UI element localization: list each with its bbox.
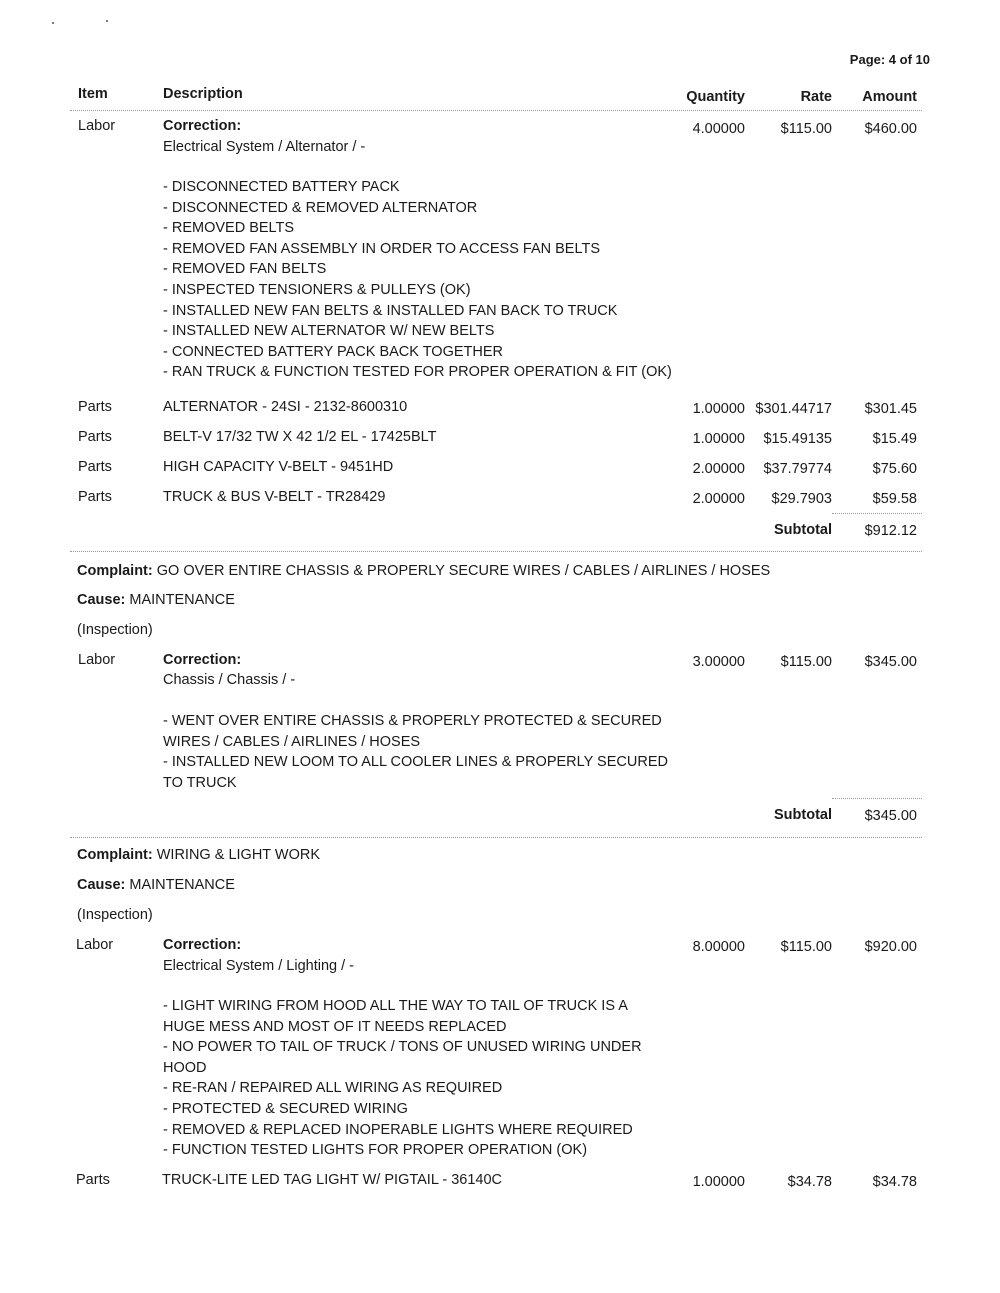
line-quantity: 3.00000 xyxy=(692,654,745,670)
complaint-label: Complaint: xyxy=(77,563,153,579)
correction-note: - INSTALLED NEW LOOM TO ALL COOLER LINES & PROPERLY SECURED xyxy=(163,754,668,771)
correction-system: Electrical System / Lighting / - xyxy=(163,958,354,974)
column-header-quantity: Quantity xyxy=(686,89,745,105)
part-description: BELT-V 17/32 TW X 42 1/2 EL - 17425BLT xyxy=(163,429,437,445)
part-description: TRUCK-LITE LED TAG LIGHT W/ PIGTAIL - 36140C xyxy=(162,1172,503,1188)
correction-note: TO TRUCK xyxy=(163,774,237,791)
part-description: ALTERNATOR - 24SI - 2132-8600310 xyxy=(163,399,408,415)
line-rate: $115.00 xyxy=(780,654,832,670)
subtotal-label: Subtotal xyxy=(774,807,832,823)
line-amount: $34.78 xyxy=(872,1174,917,1190)
correction-note: - REMOVED BELTS xyxy=(163,220,295,237)
correction-label: Correction: xyxy=(163,652,242,668)
line-amount: $301.45 xyxy=(864,401,917,417)
part-description: HIGH CAPACITY V-BELT - 9451HD xyxy=(163,459,394,475)
complaint-text: GO OVER ENTIRE CHASSIS & PROPERLY SECURE WIRES / CABLES / AIRLINES / HOSES xyxy=(156,563,771,579)
subtotal-amount: $345.00 xyxy=(864,808,917,824)
line-amount: $345.00 xyxy=(864,654,917,670)
line-amount: $15.49 xyxy=(872,431,917,447)
correction-label: Correction: xyxy=(163,118,242,134)
correction-note: - LIGHT WIRING FROM HOOD ALL THE WAY TO TAIL OF TRUCK IS A xyxy=(163,998,628,1014)
cause-text: MAINTENANCE xyxy=(129,877,235,893)
correction-label: Correction: xyxy=(163,937,242,953)
correction-note: - RE-RAN / REPAIRED ALL WIRING AS REQUIRED xyxy=(163,1080,503,1097)
line-quantity: 2.00000 xyxy=(692,461,745,477)
correction-note: - DISCONNECTED & REMOVED ALTERNATOR xyxy=(163,199,478,216)
line-item-type: Parts xyxy=(78,489,112,505)
correction-system: Electrical System / Alternator / - xyxy=(163,139,366,155)
correction-note: - INSPECTED TENSIONERS & PULLEYS (OK) xyxy=(163,281,471,298)
correction-notes xyxy=(163,996,642,1161)
line-item-type: Labor xyxy=(76,937,114,953)
scan-speck xyxy=(52,22,54,24)
column-header-row xyxy=(0,86,1000,112)
line-rate: $15.49135 xyxy=(763,431,832,447)
correction-note: - REMOVED FAN ASSEMBLY IN ORDER TO ACCESS FAN BELTS xyxy=(163,240,600,257)
complaint-label: Complaint: xyxy=(77,847,153,863)
part-description: TRUCK & BUS V-BELT - TR28429 xyxy=(163,489,386,505)
section-divider xyxy=(70,837,922,838)
correction-note: - WENT OVER ENTIRE CHASSIS & PROPERLY PROTECTED & SECURED xyxy=(163,713,662,729)
correction-note: - PROTECTED & SECURED WIRING xyxy=(163,1100,408,1117)
correction-note: WIRES / CABLES / AIRLINES / HOSES xyxy=(163,733,421,750)
correction-note: - INSTALLED NEW FAN BELTS & INSTALLED FAN BACK TO TRUCK xyxy=(163,302,618,319)
correction-note: - INSTALLED NEW ALTERNATOR W/ NEW BELTS xyxy=(163,323,495,340)
line-item-type: Parts xyxy=(78,429,112,445)
subtotal-amount: $912.12 xyxy=(864,523,917,539)
complaint-text: WIRING & LIGHT WORK xyxy=(156,847,321,863)
line-quantity: 2.00000 xyxy=(692,491,745,507)
correction-notes xyxy=(163,711,668,793)
correction-note: - REMOVED & REPLACED INOPERABLE LIGHTS WHERE REQUIRED xyxy=(163,1121,633,1138)
line-item-type: Parts xyxy=(76,1172,110,1188)
cause-label: Cause: xyxy=(77,877,126,893)
correction-note: - RAN TRUCK & FUNCTION TESTED FOR PROPER OPERATION & FIT (OK) xyxy=(163,364,672,381)
line-rate: $301.44717 xyxy=(755,401,832,417)
correction-system: Chassis / Chassis / - xyxy=(163,672,296,688)
line-rate: $34.78 xyxy=(787,1174,832,1190)
subtotal-rule xyxy=(832,798,922,799)
line-rate: $115.00 xyxy=(780,939,832,955)
column-header-rate: Rate xyxy=(800,89,832,105)
line-quantity: 4.00000 xyxy=(692,121,745,137)
page-number: Page: 4 of 10 xyxy=(849,52,930,67)
column-header-item: Item xyxy=(78,86,108,102)
header-divider xyxy=(70,110,922,111)
correction-note: - CONNECTED BATTERY PACK BACK TOGETHER xyxy=(163,343,504,360)
correction-note: HUGE MESS AND MOST OF IT NEEDS REPLACED xyxy=(163,1018,507,1035)
line-rate: $115.00 xyxy=(780,121,832,137)
line-quantity: 8.00000 xyxy=(692,939,745,955)
line-item-type: Labor xyxy=(78,652,116,668)
correction-note: - FUNCTION TESTED LIGHTS FOR PROPER OPERATION (OK) xyxy=(163,1142,588,1159)
line-quantity: 1.00000 xyxy=(692,431,745,447)
column-header-amount: Amount xyxy=(862,89,917,105)
correction-note: - DISCONNECTED BATTERY PACK xyxy=(163,179,400,195)
subtotal-label: Subtotal xyxy=(774,522,832,538)
cause-label: Cause: xyxy=(77,592,126,608)
inspection-label: (Inspection) xyxy=(77,622,153,638)
column-header-description: Description xyxy=(163,86,243,102)
correction-notes xyxy=(163,177,672,383)
correction-note: - NO POWER TO TAIL OF TRUCK / TONS OF UNUSED WIRING UNDER xyxy=(163,1039,642,1056)
correction-note: HOOD xyxy=(163,1059,207,1076)
line-quantity: 1.00000 xyxy=(692,1174,745,1190)
line-rate: $29.7903 xyxy=(771,491,832,507)
line-item-type: Labor xyxy=(78,118,116,134)
line-amount: $460.00 xyxy=(864,121,917,137)
line-amount: $75.60 xyxy=(872,461,917,477)
subtotal-rule xyxy=(832,513,922,514)
section-divider xyxy=(70,551,922,552)
line-quantity: 1.00000 xyxy=(692,401,745,417)
cause-text: MAINTENANCE xyxy=(129,592,235,608)
line-rate: $37.79774 xyxy=(763,461,832,477)
line-amount: $920.00 xyxy=(864,939,917,955)
line-amount: $59.58 xyxy=(872,491,917,507)
line-item-type: Parts xyxy=(78,399,112,415)
line-item-type: Parts xyxy=(78,459,112,475)
scan-speck xyxy=(106,20,108,22)
correction-note: - REMOVED FAN BELTS xyxy=(163,261,327,278)
inspection-label: (Inspection) xyxy=(77,907,153,923)
